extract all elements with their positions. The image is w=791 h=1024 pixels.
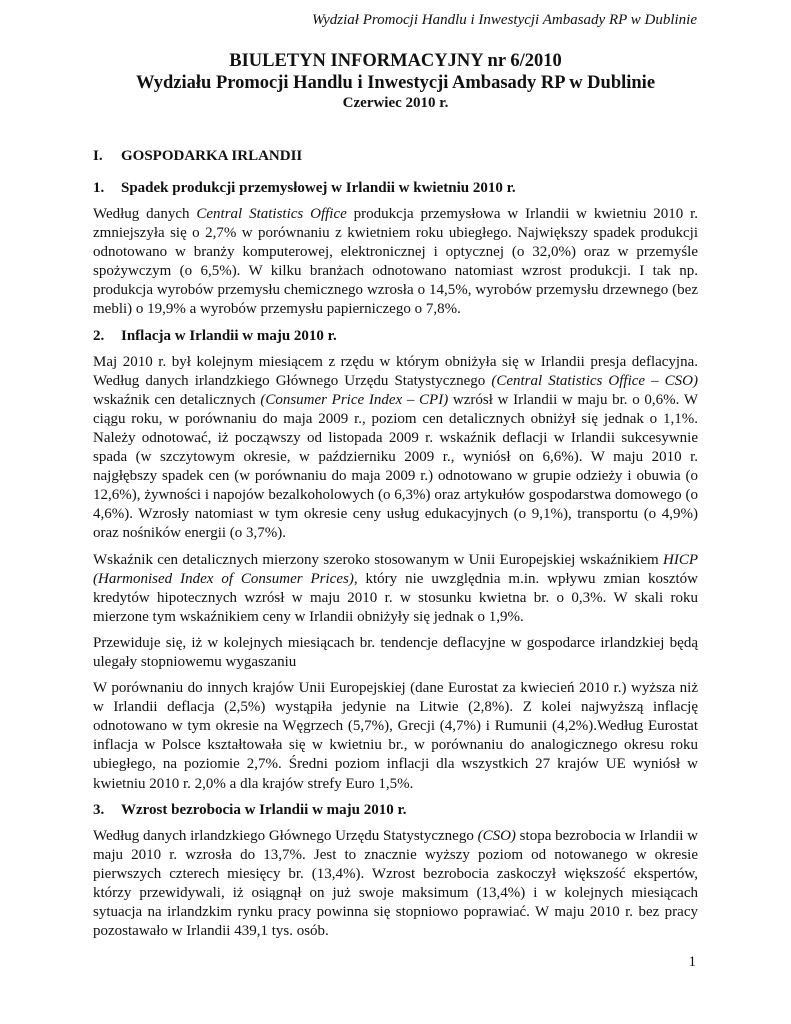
paragraph: Maj 2010 r. był kolejnym miesiącem z rzędu w którym obniżyła się w Irlandii presja deflacyjna. Według danych irlandzkiego Głównego Urzędu Statystycznego (Central Statistics Office – CSO) wskaźnik cen detalicznych (Consumer Price Index – CPI) wzrósł w Irlandii w maju br. o 0,6%. W ciągu roku, w porównaniu do maja 2009 r., poziom cen detalicznych obniżył się jednak o 1,1%. Należy odnotować, iż począwszy od listopada 2009 r. wskaźnik deflacji w Irlandii sukcesywnie spada (w szczytowym okresie, w październiku 2009 r., wyniósł on 6,6%). W maju 2010 r. najgłębszy spadek cen (w porównaniu do maja 2009 r.) odnotowano w grupie odzieży i obuwia (o 12,6%), żywności i napojów bezalkoholowych (o 6,3%) oraz artykułów gospodarstwa domowego (o 4,6%). Wzrosły natomiast w tym okresie ceny usług edukacyjnych (o 9,1%), transportu (o 4,9%) oraz nośników energii (o 3,7%).	[93, 353, 699, 542]
paragraph: W porównaniu do innych krajów Unii Europejskiej (dane Eurostat za kwiecień 2010 r.) wyższa niż w Irlandii deflacja (2,5%) wystąpiła jedynie na Litwie (2,8%). Z kolei najwyższą inflację odnotowano w tym okresie na Węgrzech (5,7%), Grecji (4,7%) i Rumunii (4,2%).Według Eurostat inflacja w Polsce kształtowała się w kwietniu br., w porównaniu do analogicznego okresu roku ubiegłego, na poziomie 2,7%. Średni poziom inflacji dla wszystkich 27 krajów UE wyniósł w kwietniu 2010 r. 2,0% a dla krajów strefy Euro 1,5%.	[93, 680, 698, 792]
section-heading	[93, 327, 698, 346]
running-header: Wydział Promocji Handlu i Inwestycji Ambasady RP w Dublinie	[312, 12, 697, 28]
paragraph: Według danych irlandzkiego Głównego Urzędu Statystycznego (CSO) stopa bezrobocia w Irlandii w maju 2010 r. wzrosła do 13,7%. Jest to znacznie wyższy poziom od notowanego w okresie pierwszych czterech miesięcy br. (13,4%). Wzrost bezrobocia zaskoczył większość ekspertów, którzy przewidywali, iż osiągnął on już swoje maksimum (13,4%) i w kolejnych miesiącach sytuacja na irlandzkim rynku pracy powinna się stopniowo poprawiać. W maju 2010 r. bez pracy pozostawało w Irlandii 439,1 tys. osób.	[93, 827, 699, 940]
section-number: 3.	[93, 801, 105, 818]
bulletin-date: Czerwiec 2010 r.	[342, 95, 449, 111]
section-heading	[93, 801, 698, 820]
chapter-number: I.	[93, 148, 103, 164]
document-title-block	[0, 50, 791, 113]
chapter-title: GOSPODARKA IRLANDII	[121, 148, 303, 164]
paragraph: Według danych Central Statistics Office produkcja przemysłowa w Irlandii w kwietniu 2010 r. zmniejszyła się o 2,7% w porównaniu z kwietniem roku ubiegłego. Największy spadek produkcji odnotowano w branży komputerowej, elektronicznej i optycznej (o 32,0%) oraz w przemyśle spożywczym (o 6,5%). W kilku branżach odnotowano natomiast wzrost produkcji. I tak np. produkcja wyrobów przemysłu chemicznego wzrosła o 14,5%, wyrobów przemysłu drzewnego (bez mebli) o 19,9% a wyrobów przemysłu papierniczego o 7,8%.	[93, 206, 698, 318]
section-title: Inflacja w Irlandii w maju 2010 r.	[121, 327, 337, 344]
section-title: Wzrost bezrobocia w Irlandii w maju 2010 r.	[121, 801, 407, 818]
document-body	[93, 148, 698, 948]
section-number: 1.	[93, 180, 105, 196]
paragraph: Przewiduje się, iż w kolejnych miesiącach br. tendencje deflacyjne w gospodarce irlandzkiej będą ulegały stopniowemu wygaszaniu	[93, 634, 698, 670]
chapter-heading	[93, 148, 698, 165]
page-number: 1	[688, 954, 696, 970]
bulletin-title: BIULETYN INFORMACYJNY nr 6/2010	[229, 51, 562, 71]
bulletin-subtitle: Wydziału Promocji Handlu i Inwestycji Ambasady RP w Dublinie	[135, 73, 656, 93]
paragraph: Wskaźnik cen detalicznych mierzony szeroko stosowanym w Unii Europejskiej wskaźnikiem HICP (Harmonised Index of Consumer Prices), który nie uwzględnia m.in. wpływu zmian kosztów kredytów hipotecznych wzrósł w maju 2010 r. w stosunku kwietna br. o 0,3%. W skali roku mierzone tym wskaźnikiem ceny w Irlandii obniżyły się jednak o 1,9%.	[93, 551, 698, 625]
section-number: 2.	[93, 327, 105, 344]
section-heading	[93, 179, 698, 198]
section-title: Spadek produkcji przemysłowej w Irlandii w kwietniu 2010 r.	[121, 180, 516, 196]
